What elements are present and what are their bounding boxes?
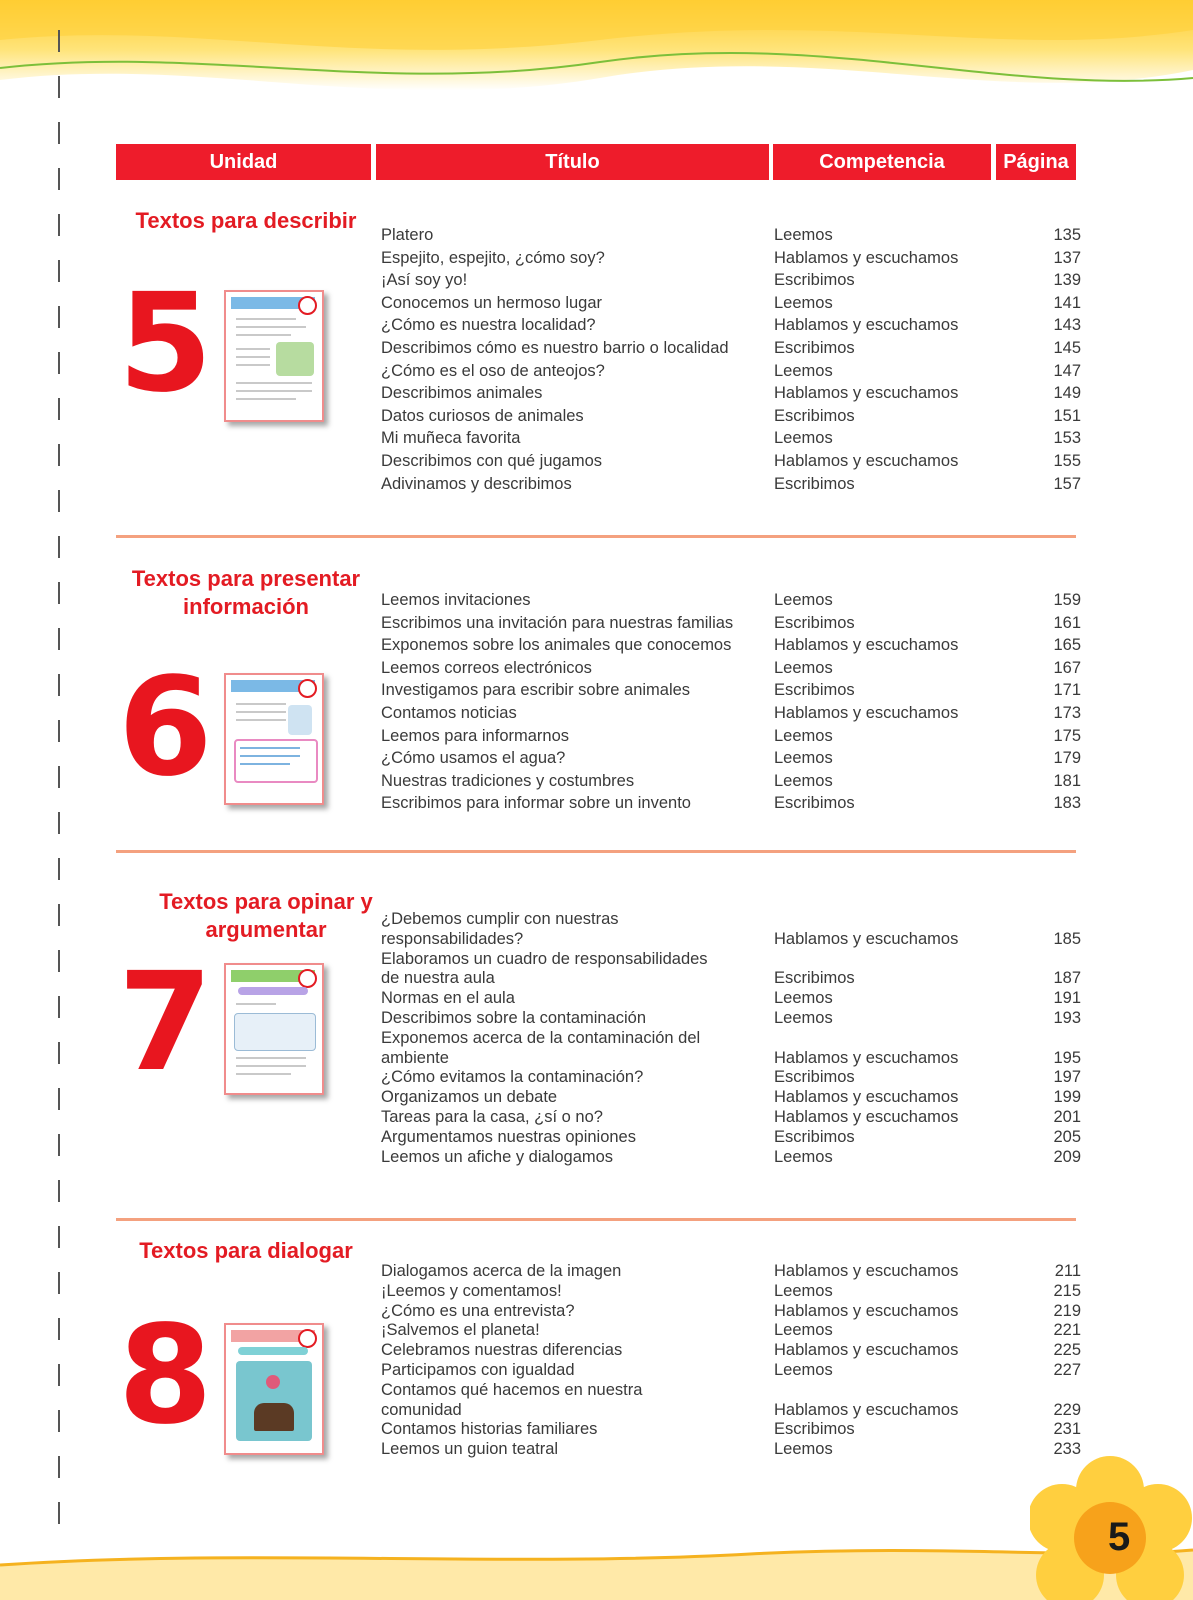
row-competencia: Escribimos [774, 338, 855, 357]
row-competencia: Leemos [774, 749, 833, 768]
table-row [381, 910, 1081, 930]
row-competencia: Hablamos y escuchamos [774, 384, 959, 403]
row-competencia: Leemos [774, 1008, 833, 1027]
table-row [381, 360, 1081, 383]
row-page: 139 [1053, 271, 1081, 290]
table-row [381, 702, 1081, 725]
unit-6-number: 6 [118, 649, 209, 807]
row-title: ¿Cómo evitamos la contaminación? [381, 1068, 644, 1087]
row-title: Describimos cómo es nuestro barrio o localidad [381, 338, 729, 357]
unit-6-title: Textos para presentar información [131, 566, 361, 619]
table-row [381, 950, 1081, 970]
row-title: Leemos para informarnos [381, 726, 570, 745]
row-page: 165 [1053, 636, 1081, 655]
row-page: 215 [1053, 1281, 1081, 1300]
row-competencia: Hablamos y escuchamos [774, 1400, 959, 1419]
row-title: Exponemos acerca de la contaminación del [381, 1028, 701, 1047]
row-competencia: Leemos [774, 989, 833, 1008]
row-title: Conocemos un hermoso lugar [381, 293, 603, 312]
row-competencia: Leemos [774, 429, 833, 448]
row-page: 181 [1053, 771, 1081, 790]
row-page: 145 [1053, 338, 1081, 357]
table-row [381, 1302, 1081, 1322]
row-title: ¡Salvemos el planeta! [381, 1321, 540, 1340]
row-page: 221 [1053, 1321, 1081, 1340]
table-row [381, 612, 1081, 635]
row-page: 173 [1053, 703, 1081, 722]
row-page: 157 [1053, 474, 1081, 493]
row-competencia: Escribimos [774, 406, 855, 425]
row-competencia: Leemos [774, 361, 833, 380]
row-competencia: Leemos [774, 1147, 833, 1166]
table-row [381, 405, 1081, 428]
row-competencia: Escribimos [774, 271, 855, 290]
row-competencia: Leemos [774, 1281, 833, 1300]
row-competencia: Leemos [774, 226, 833, 244]
row-page: 231 [1053, 1420, 1081, 1439]
row-title: Describimos sobre la contaminación [381, 1008, 647, 1027]
row-title: Argumentamos nuestras opiniones [381, 1127, 636, 1146]
row-page: 199 [1053, 1088, 1081, 1107]
table-row [381, 1262, 1081, 1282]
row-competencia: Escribimos [774, 1420, 855, 1439]
table-row [381, 427, 1081, 450]
row-title: ¿Cómo es nuestra localidad? [381, 316, 596, 335]
unit-5-number: 5 [118, 265, 209, 423]
row-title: ¿Cómo usamos el agua? [381, 749, 566, 768]
row-page: 191 [1053, 989, 1081, 1008]
table-row [381, 337, 1081, 360]
row-page: 229 [1053, 1400, 1081, 1419]
page-number: 5 [1108, 1515, 1131, 1559]
row-title: ¿Cómo es una entrevista? [381, 1301, 575, 1320]
row-title: ¿Debemos cumplir con nuestras [381, 910, 619, 928]
row-title: responsabilidades? [381, 929, 524, 948]
row-competencia: Hablamos y escuchamos [774, 1341, 959, 1360]
unit-6-rows [381, 589, 1081, 815]
row-competencia: Escribimos [774, 474, 855, 493]
row-title: ambiente [381, 1048, 449, 1067]
row-title: Investigamos para escribir sobre animales [381, 681, 691, 700]
unit-8-number: 8 [118, 1297, 209, 1455]
unit-5-title: Textos para describir [135, 208, 357, 233]
row-competencia: Hablamos y escuchamos [774, 1048, 959, 1067]
row-page: 167 [1053, 658, 1081, 677]
row-competencia: Hablamos y escuchamos [774, 929, 959, 948]
table-row [381, 450, 1081, 473]
row-title: Participamos con igualdad [381, 1360, 575, 1379]
row-competencia: Hablamos y escuchamos [774, 316, 959, 335]
row-title: ¡Leemos y comentamos! [381, 1281, 562, 1300]
table-row [381, 1440, 1081, 1460]
row-page: 137 [1053, 248, 1081, 267]
row-page: 187 [1053, 969, 1081, 988]
row-page: 161 [1053, 613, 1081, 632]
unit-7-title: Textos para opinar y argumentar [159, 889, 373, 942]
row-competencia: Hablamos y escuchamos [774, 1301, 959, 1320]
unit-7-thumbnail [224, 963, 324, 1095]
table-row [381, 1282, 1081, 1302]
row-title: Espejito, espejito, ¿cómo soy? [381, 248, 605, 267]
row-competencia: Escribimos [774, 613, 855, 632]
row-title: Leemos correos electrónicos [381, 658, 592, 677]
row-title: de nuestra aula [381, 969, 495, 988]
table-row [381, 989, 1081, 1009]
table-row [381, 657, 1081, 680]
row-title: Escribimos una invitación para nuestras familias [381, 613, 734, 632]
row-page: 179 [1053, 749, 1081, 768]
row-title: Leemos un afiche y dialogamos [381, 1147, 614, 1166]
row-title: Datos curiosos de animales [381, 406, 584, 425]
unit-8-title: Textos para dialogar [139, 1238, 353, 1263]
row-title: ¿Cómo es el oso de anteojos? [381, 361, 605, 380]
table-row [381, 1108, 1081, 1128]
table-row [381, 473, 1081, 496]
table-row [381, 792, 1081, 815]
header-competencia: Competencia [773, 144, 991, 180]
row-page: 141 [1053, 293, 1081, 312]
row-page: 193 [1053, 1008, 1081, 1027]
row-page: 159 [1053, 591, 1081, 609]
table-row [381, 634, 1081, 657]
row-title: Tareas para la casa, ¿sí o no? [381, 1107, 603, 1126]
row-page: 183 [1053, 794, 1081, 813]
table-row [381, 1401, 1081, 1421]
header-unidad: Unidad [116, 144, 371, 180]
top-wave-decoration [0, 0, 1193, 130]
row-page: 151 [1053, 406, 1081, 425]
row-title: Mi muñeca favorita [381, 429, 521, 448]
row-title: Nuestras tradiciones y costumbres [381, 771, 635, 790]
row-competencia: Leemos [774, 771, 833, 790]
unit-8-thumbnail [224, 1323, 324, 1455]
header-pagina: Página [996, 144, 1076, 180]
row-page: 153 [1053, 429, 1081, 448]
row-competencia: Escribimos [774, 969, 855, 988]
table-row [381, 1128, 1081, 1148]
row-competencia: Leemos [774, 1440, 833, 1459]
section-divider [116, 850, 1076, 853]
cut-line [58, 30, 60, 1540]
table-row [381, 1420, 1081, 1440]
row-page: 197 [1053, 1068, 1081, 1087]
table-row [381, 1381, 1081, 1401]
row-competencia: Hablamos y escuchamos [774, 248, 959, 267]
table-row [381, 1009, 1081, 1029]
unit-8-rows [381, 1262, 1081, 1460]
table-row [381, 747, 1081, 770]
row-competencia: Leemos [774, 658, 833, 677]
row-competencia: Hablamos y escuchamos [774, 636, 959, 655]
row-page: 171 [1053, 681, 1081, 700]
row-page: 211 [1054, 1262, 1081, 1280]
row-competencia: Hablamos y escuchamos [774, 1088, 959, 1107]
row-title: Exponemos sobre los animales que conocemos [381, 636, 732, 655]
row-page: 201 [1053, 1107, 1081, 1126]
row-page: 147 [1053, 361, 1081, 380]
unit-5-rows [381, 224, 1081, 495]
row-competencia: Leemos [774, 1360, 833, 1379]
table-row [381, 382, 1081, 405]
header-titulo: Título [376, 144, 769, 180]
table-row [381, 1148, 1081, 1168]
row-title: Describimos con qué jugamos [381, 451, 603, 470]
section-divider [116, 1218, 1076, 1221]
table-row [381, 969, 1081, 989]
row-page: 195 [1053, 1048, 1081, 1067]
row-page: 227 [1053, 1360, 1081, 1379]
row-title: Contamos noticias [381, 703, 517, 722]
row-page: 233 [1053, 1440, 1081, 1459]
row-title: Organizamos un debate [381, 1088, 558, 1107]
table-row [381, 1361, 1081, 1381]
row-competencia: Escribimos [774, 681, 855, 700]
row-competencia: Hablamos y escuchamos [774, 1262, 959, 1280]
row-title: Dialogamos acerca de la imagen [381, 1262, 622, 1280]
row-title: Leemos invitaciones [381, 591, 531, 609]
unit-7-rows [381, 910, 1081, 1167]
row-page: 149 [1053, 384, 1081, 403]
row-title: Contamos historias familiares [381, 1420, 598, 1439]
bottom-wave-decoration [0, 1540, 1193, 1600]
table-row [381, 1029, 1081, 1049]
table-row [381, 1088, 1081, 1108]
row-page: 143 [1053, 316, 1081, 335]
table-row [381, 224, 1081, 247]
row-competencia: Hablamos y escuchamos [774, 703, 959, 722]
row-competencia: Hablamos y escuchamos [774, 451, 959, 470]
row-competencia: Leemos [774, 591, 833, 609]
row-title: Elaboramos un cuadro de responsabilidades [381, 949, 708, 968]
row-competencia: Escribimos [774, 1127, 855, 1146]
table-row [381, 770, 1081, 793]
row-title: Leemos un guion teatral [381, 1440, 559, 1459]
row-page: 155 [1053, 451, 1081, 470]
row-title: comunidad [381, 1400, 462, 1419]
row-competencia: Hablamos y escuchamos [774, 1107, 959, 1126]
table-row [381, 725, 1081, 748]
row-competencia: Leemos [774, 293, 833, 312]
row-page: 185 [1053, 929, 1081, 948]
row-title: Describimos animales [381, 384, 543, 403]
row-competencia: Leemos [774, 1321, 833, 1340]
table-row [381, 269, 1081, 292]
unit-5-thumbnail [224, 290, 324, 422]
section-divider [116, 535, 1076, 538]
row-competencia: Escribimos [774, 794, 855, 813]
table-row [381, 247, 1081, 270]
row-title: Contamos qué hacemos en nuestra [381, 1380, 643, 1399]
table-row [381, 1321, 1081, 1341]
row-title: Escribimos para informar sobre un invento [381, 794, 691, 813]
table-row [381, 1341, 1081, 1361]
table-row [381, 314, 1081, 337]
row-title: Adivinamos y describimos [381, 474, 572, 493]
table-row [381, 1049, 1081, 1069]
row-page: 209 [1053, 1147, 1081, 1166]
table-row [381, 1068, 1081, 1088]
row-title: Celebramos nuestras diferencias [381, 1341, 623, 1360]
row-page: 225 [1053, 1341, 1081, 1360]
row-competencia: Leemos [774, 726, 833, 745]
unit-6-thumbnail [224, 673, 324, 805]
row-page: 135 [1053, 226, 1081, 244]
table-row [381, 679, 1081, 702]
row-page: 219 [1053, 1301, 1081, 1320]
row-title: Platero [381, 226, 434, 244]
row-title: ¡Así soy yo! [381, 271, 468, 290]
row-competencia: Escribimos [774, 1068, 855, 1087]
table-row [381, 589, 1081, 612]
row-title: Normas en el aula [381, 989, 515, 1008]
row-page: 205 [1053, 1127, 1081, 1146]
table-row [381, 930, 1081, 950]
row-page: 175 [1053, 726, 1081, 745]
table-row [381, 292, 1081, 315]
unit-7-number: 7 [118, 944, 209, 1102]
